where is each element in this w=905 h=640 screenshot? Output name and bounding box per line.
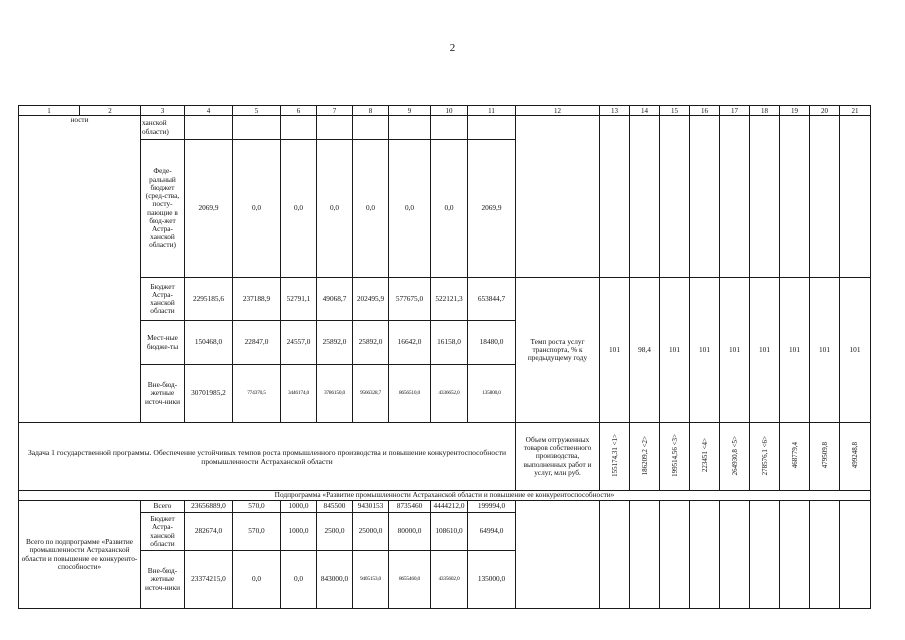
task-value-cell: [660, 423, 690, 491]
indicator-empty: [516, 116, 600, 278]
task-value: 155174,31 <1>: [610, 433, 619, 477]
header-row: [19, 106, 871, 116]
task-value-cell: [690, 423, 720, 491]
subprogram-title: Подпрограмма «Развитие промышленности Астраханской области и повышение ее конкурентоспособности»: [19, 491, 871, 501]
value-cell: 8656510,0: [389, 365, 431, 423]
value-cell: 64994,0: [468, 513, 516, 551]
value-cell: 0,0: [233, 140, 281, 278]
indicator-value: 101: [840, 278, 871, 423]
header-cell: 6: [281, 106, 317, 116]
value-cell: 4336652,0: [431, 365, 468, 423]
value-cell: 3446174,0: [281, 365, 317, 423]
value-cell: 2069,9: [185, 140, 233, 278]
value-cell: 49068,7: [317, 278, 353, 321]
task-value-cell: [780, 423, 810, 491]
header-cell: 21: [840, 106, 871, 116]
table-row: [19, 501, 871, 513]
header-cell: 8: [353, 106, 389, 116]
value-cell: 237188,9: [233, 278, 281, 321]
header-cell: 19: [780, 106, 810, 116]
value-cell: 24557,0: [281, 321, 317, 365]
value-cell: 1000,0: [281, 513, 317, 551]
value-cell: [281, 116, 317, 140]
table-row: [19, 278, 871, 321]
task-value: 479509,8: [820, 442, 829, 469]
value-cell: [233, 116, 281, 140]
value-cell: 23374215,0: [185, 551, 233, 609]
value-cell: 16158,0: [431, 321, 468, 365]
task-value: 223451 <4>: [700, 438, 709, 473]
funding-source: Бюджет Астра-ханской области: [141, 513, 185, 551]
value-cell: 653844,7: [468, 278, 516, 321]
header-cell: 5: [233, 106, 281, 116]
value-cell: 577675,0: [389, 278, 431, 321]
value-cell: 150468,0: [185, 321, 233, 365]
task-value: 468779,4: [790, 442, 799, 469]
indicator-value: 101: [660, 278, 690, 423]
subprogram-title-row: [19, 491, 871, 501]
task-value: 278576,1 <6>: [760, 435, 769, 476]
value-empty: [600, 501, 630, 609]
value-cell: 18480,0: [468, 321, 516, 365]
value-cell: 0,0: [281, 551, 317, 609]
value-empty: [690, 116, 720, 278]
funding-source: Феде-ральный бюджет (сред-ства, посту-пающие в бюд-жет Астра-ханской области): [141, 140, 185, 278]
task-value-cell: [630, 423, 660, 491]
task-value: 499248,8: [851, 442, 859, 469]
header-cell: 14: [630, 106, 660, 116]
header-cell: 18: [750, 106, 780, 116]
value-empty: [780, 501, 810, 609]
indicator-value: 98,4: [630, 278, 660, 423]
value-cell: 9430153: [353, 501, 389, 513]
value-cell: 202495,9: [353, 278, 389, 321]
header-cell: 20: [810, 106, 840, 116]
subprogram-label: Всего по подпрограмме «Развитие промышленности Астраханской области и повышение ее конкуренто-способности»: [19, 501, 141, 609]
value-cell: [431, 116, 468, 140]
value-cell: 16642,0: [389, 321, 431, 365]
value-empty: [720, 501, 750, 609]
value-cell: 2500,0: [317, 513, 353, 551]
value-cell: 0,0: [353, 140, 389, 278]
value-empty: [840, 116, 871, 278]
header-cell: 2: [80, 106, 141, 116]
funding-source: Вне-бюд-жетные источ-ники: [141, 365, 185, 423]
indicator-empty: [516, 501, 600, 609]
value-cell: 570,0: [233, 501, 281, 513]
header-cell: 17: [720, 106, 750, 116]
value-empty: [780, 116, 810, 278]
task-indicator: Объем отгруженных товаров собственного производства, выполненных работ и услуг, млн руб.: [516, 423, 600, 491]
funding-source: ханской области): [141, 116, 185, 140]
header-cell: 11: [468, 106, 516, 116]
header-cell: 7: [317, 106, 353, 116]
value-cell: 8655460,0: [389, 551, 431, 609]
value-cell: [389, 116, 431, 140]
task-value-cell: [720, 423, 750, 491]
value-cell: [468, 116, 516, 140]
header-cell: 15: [660, 106, 690, 116]
value-empty: [810, 116, 840, 278]
value-cell: 23656889,0: [185, 501, 233, 513]
value-cell: 8735460: [389, 501, 431, 513]
value-cell: 4335602,0: [431, 551, 468, 609]
header-cell: 3: [141, 106, 185, 116]
task-title: Задача 1 государственной программы. Обеспечение устойчивых темпов роста промышленного производства и повышение конкурентоспособности промышленности Астраханской области: [19, 423, 516, 491]
value-cell: 0,0: [317, 140, 353, 278]
header-cell: 16: [690, 106, 720, 116]
funding-source: Всего: [141, 501, 185, 513]
header-cell: 13: [600, 106, 630, 116]
header-cell: 4: [185, 106, 233, 116]
value-cell: 4444212,0: [431, 501, 468, 513]
table-row: [19, 116, 871, 140]
task-value-cell: [840, 423, 871, 491]
value-cell: 22847,0: [233, 321, 281, 365]
value-cell: [185, 116, 233, 140]
program-table: [18, 105, 871, 609]
indicator-value: 101: [720, 278, 750, 423]
funding-source: Мест-ные бюдже-ты: [141, 321, 185, 365]
indicator-value: 101: [690, 278, 720, 423]
value-cell: 25892,0: [317, 321, 353, 365]
value-cell: 30701985,2: [185, 365, 233, 423]
task-value: 264930,8 <5>: [730, 435, 739, 476]
value-cell: 0,0: [431, 140, 468, 278]
header-cell: 12: [516, 106, 600, 116]
value-cell: 199994,0: [468, 501, 516, 513]
value-cell: [353, 116, 389, 140]
task-value-cell: [600, 423, 630, 491]
value-empty: [630, 116, 660, 278]
value-cell: 843000,0: [317, 551, 353, 609]
task-value: 186209,2 <2>: [640, 435, 649, 476]
value-cell: 80000,0: [389, 513, 431, 551]
task-value-cell: [810, 423, 840, 491]
value-cell: 3786150,0: [317, 365, 353, 423]
value-empty: [720, 116, 750, 278]
value-cell: 1000,0: [281, 501, 317, 513]
indicator-value: 101: [810, 278, 840, 423]
value-empty: [750, 116, 780, 278]
header-cell: 9: [389, 106, 431, 116]
funding-source: Вне-бюд-жетные источ-ники: [141, 551, 185, 609]
value-empty: [840, 501, 871, 609]
indicator-value: 101: [780, 278, 810, 423]
indicator-name: Темп роста услуг транспорта, % к предыдущему году: [516, 278, 600, 423]
value-empty: [810, 501, 840, 609]
value-cell: 135000,0: [468, 551, 516, 609]
value-cell: 9405153,0: [353, 551, 389, 609]
value-cell: 522121,3: [431, 278, 468, 321]
header-cell: 1: [19, 106, 80, 116]
header-cell: 10: [431, 106, 468, 116]
value-cell: 282674,0: [185, 513, 233, 551]
value-cell: 0,0: [281, 140, 317, 278]
value-cell: 845500: [317, 501, 353, 513]
value-cell: [317, 116, 353, 140]
indicator-value: 101: [750, 278, 780, 423]
value-cell: 570,0: [233, 513, 281, 551]
task-row: [19, 423, 871, 491]
page-number: 2: [449, 42, 456, 54]
value-empty: [660, 501, 690, 609]
continued-text: ности: [70, 115, 89, 124]
value-cell: 25000,0: [353, 513, 389, 551]
task-value-cell: [750, 423, 780, 491]
value-cell: 9566328,7: [353, 365, 389, 423]
funding-source: Бюджет Астра-ханской области: [141, 278, 185, 321]
value-cell: 0,0: [233, 551, 281, 609]
value-cell: 2069,9: [468, 140, 516, 278]
indicator-value: 101: [600, 278, 630, 423]
value-empty: [750, 501, 780, 609]
value-cell: 135800,0: [468, 365, 516, 423]
value-empty: [660, 116, 690, 278]
value-cell: 774370,5: [233, 365, 281, 423]
value-cell: 108610,0: [431, 513, 468, 551]
value-empty: [690, 501, 720, 609]
continued-label: [19, 116, 141, 423]
value-cell: 0,0: [389, 140, 431, 278]
value-cell: 2295185,6: [185, 278, 233, 321]
value-cell: 25892,0: [353, 321, 389, 365]
task-value: 199514,56 <3>: [670, 433, 679, 477]
value-cell: 52791,1: [281, 278, 317, 321]
value-empty: [600, 116, 630, 278]
value-empty: [630, 501, 660, 609]
